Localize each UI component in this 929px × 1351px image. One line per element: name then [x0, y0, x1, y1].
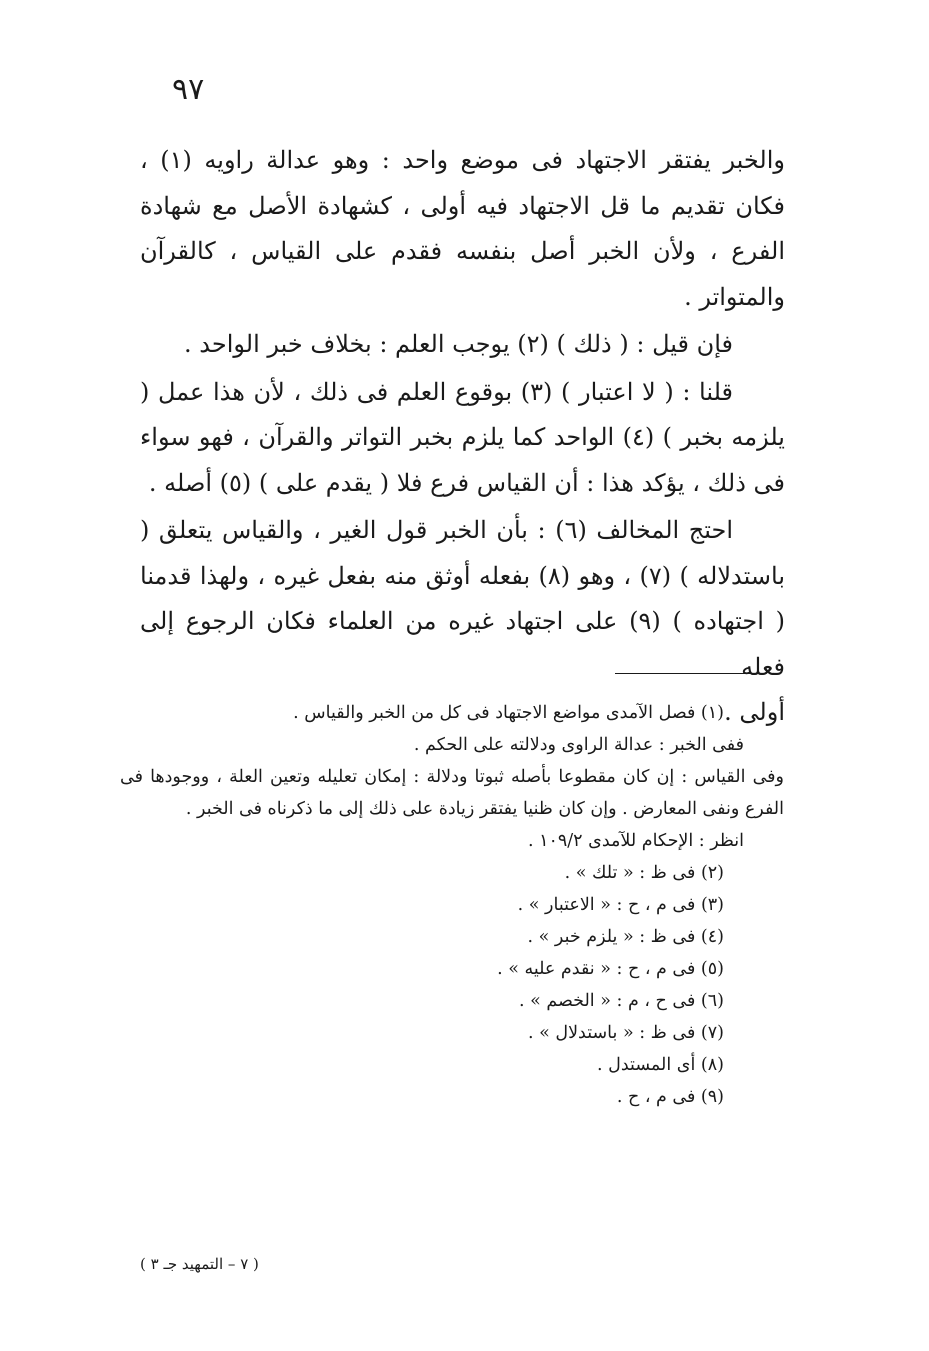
footnote-6: (٦) فى ح ، م : « الخصم » . [518, 991, 724, 1011]
footnote-5: (٥) فى م ، ح : « نقدم عليه » . [497, 959, 724, 979]
footnote-1-qiyas: وفى القياس : إن كان مقطوعا بأصله ثبوتا ودلالة : إمكان تعليله وتعين العلة ، ووجودها فى الفرع ونفى المعارض . وإن كان ظنيا يفتقر زيادة على ذلك إلى ما ذكرناه فى الخبر . [120, 767, 784, 819]
footnote-9: (٩) فى م ، ح . [616, 1087, 724, 1107]
main-text [140, 138, 785, 736]
footnote-8: (٨) أى المستدل . [597, 1055, 724, 1075]
footnotes [120, 697, 784, 1113]
paragraph-2: فإن قيل : ( ذلك ) (٢) يوجب العلم : بخلاف خبر الواحد . [184, 330, 733, 358]
paragraph-1: والخبر يفتقر الاجتهاد فى موضع واحد : وهو عدالة راويه (١) ، فكان تقديم ما قل الاجتهاد فيه أولى ، كشهادة الأصل مع شهادة الفرع ، ولأن الخبر أصل بنفسه فقدم على القياس ، كالقرآن والمتواتر . [140, 146, 785, 311]
footnote-2: (٢) فى ظ : « تلك » . [564, 863, 724, 883]
paragraph-4: احتج المخالف (٦) : بأن الخبر قول الغير ، والقياس يتعلق ( باستدلاله ) (٧) ، وهو (٨) بفعله أوثق منه بفعل غيره ، ولهذا قدمنا ( اجتهاده ) (٩) على اجتهاد غيره من العلماء فكان الرجوع إلى فعله [140, 516, 786, 681]
footnote-divider [615, 673, 763, 674]
page-number: ٩٧ [172, 72, 205, 107]
footnote-1-khabar: ففى الخبر : عدالة الراوى ودلالته على الحكم . [413, 735, 744, 755]
footnote-7: (٧) فى ظ : « باستدلال » . [527, 1023, 724, 1043]
paragraph-4-last-line: أولى . [724, 698, 785, 726]
footnote-1: (١) فصل الآمدى مواضع الاجتهاد فى كل من الخبر والقياس . [293, 703, 724, 723]
footer-signature: ( ٧ – التمهيد جـ ٣ ) [140, 1255, 259, 1273]
paragraph-3: قلنا : ( لا اعتبار ) (٣) بوقوع العلم فى ذلك ، لأن هذا عمل ( يلزمه بخبر ) (٤) الواحد كما يلزم بخبر التواتر والقرآن ، فهو سواء فى ذلك ، يؤكد هذا : أن القياس فرع فلا ( يقدم على ) (٥) أصله . [140, 377, 785, 497]
footnote-1-reference: انظر : الإحكام للآمدى ١٠٩/٢ . [527, 831, 744, 851]
footnote-4: (٤) فى ظ : « يلزم خبر » . [527, 927, 724, 947]
footnote-3: (٣) فى م ، ح : « الاعتبار » . [517, 895, 724, 915]
